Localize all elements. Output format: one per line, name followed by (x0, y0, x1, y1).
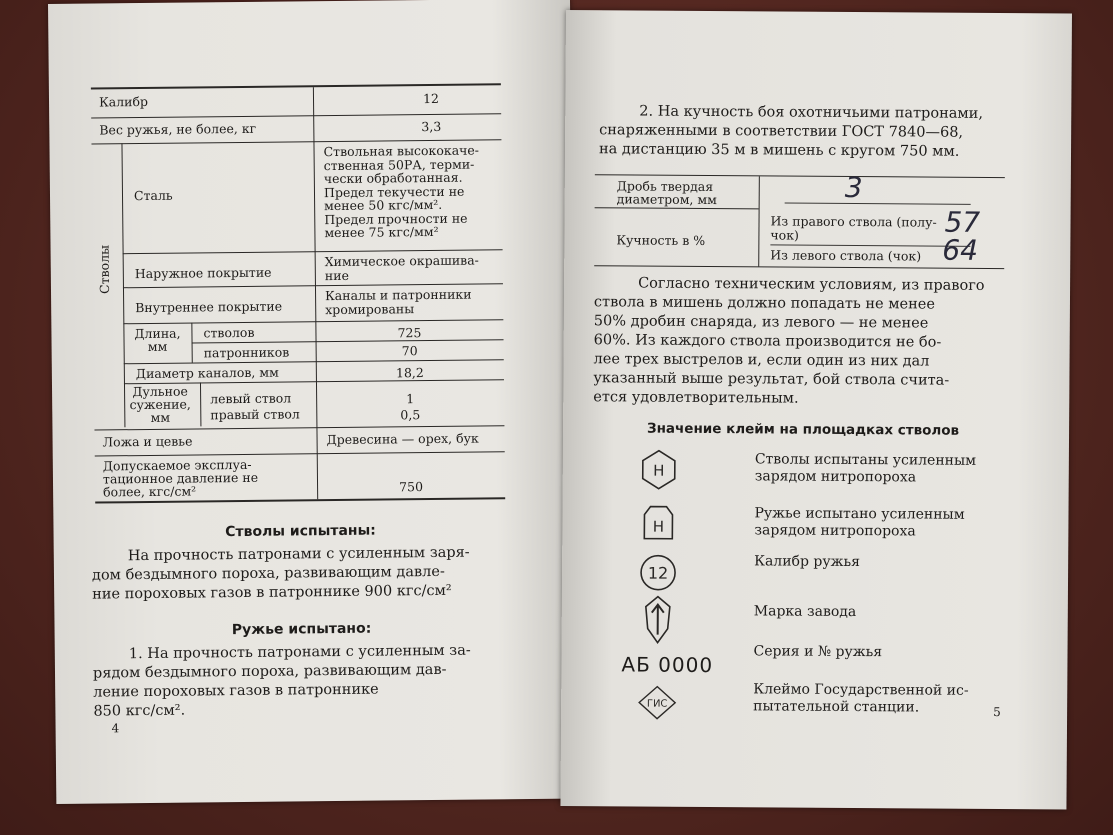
right-barrel-choke-label: правый ствол (210, 406, 300, 423)
mark-label: Ружье испытано усиленным зарядом нитропороха (754, 505, 965, 540)
right-barrel-choke-value: 0,5 (400, 407, 421, 423)
barrels-tested-text: На прочность патронами с усиленным заря- дом бездымного пороха, развивающим давле- ние пороховых газов в патроннике 900 кгс/см² (91, 544, 470, 603)
right-page (560, 10, 1072, 810)
shot-diameter-value: 3 (844, 170, 863, 205)
serial-number-text: АБ 0000 (621, 652, 714, 678)
trapezoid-n-icon (618, 500, 698, 545)
spec-table (91, 83, 505, 503)
mark-row (563, 500, 1069, 540)
length-label: Длина, мм (134, 325, 181, 354)
shot-diameter-label: Дробь твердая диаметром, мм (616, 178, 717, 208)
mark-row (562, 592, 1068, 621)
barrels-group-label: Стволы (96, 244, 113, 294)
mark-label: Марка завода (753, 603, 857, 621)
bore-diameter-value: 18,2 (395, 365, 424, 381)
gun-tested-text: 1. На прочность патронами с усиленным за- рядом бездымного пороха, развивающим дав- ление пороховых газов в патроннике 850 кгс/см². (92, 642, 471, 720)
trapezoid-n-glyph: Н (652, 517, 665, 536)
outer-coating-label: Наружное покрытие (134, 264, 272, 282)
marks-heading: Значение клейм на площадках стволов (646, 420, 960, 439)
steel-value: Ствольная высококаче- ственная 50РА, терми- чески обработанная. Предел текучести не менее 50 кгс/мм². Предел прочности не менее 75 кгс/мм² (323, 142, 480, 241)
chambers-length-value: 70 (401, 343, 418, 359)
left-barrel-choke-value: 1 (406, 391, 415, 407)
chambers-length-label: патронников (203, 344, 290, 361)
gun-tested-heading: Ружье испытано: (231, 620, 372, 639)
left-barrel-accuracy-label: Из левого ствола (чок) (770, 247, 922, 264)
hexagon-n-glyph: Н (653, 461, 665, 480)
right-barrel-accuracy-value: 57 (944, 205, 981, 239)
barrels-tested-heading: Стволы испытаны: (225, 522, 376, 541)
hexagon-n-icon (619, 446, 699, 491)
weight-label: Вес ружья, не более, кг (99, 120, 257, 138)
caliber-value: 12 (422, 90, 440, 107)
accuracy-intro-text: 2. На кучность боя охотничьими патронами, снаряженными в соответствии ГОСТ 7840—68, на дистанцию 35 м в мишень с кругом 750 мм. (598, 103, 984, 160)
mark-row (561, 680, 1067, 716)
technical-conditions-text: Согласно техническим условиям, из правого ствола в мишень должно попадать не менее 50% дробин снаряда, из левого — не менее 60%. Из каждого ствола производится не бо- лее трех выстрелов и, если один из них дал указанный выше результат, бой ствола счита- ется удовлетворительным. (593, 275, 985, 407)
barrels-length-label: стволов (203, 324, 255, 341)
gis-oval-icon (617, 680, 697, 725)
mark-label: Клеймо Государственной ис- пытательной станции. (753, 681, 969, 716)
gis-glyph: ГИС (646, 698, 668, 710)
mark-row (562, 548, 1068, 583)
barrels-length-value: 725 (397, 325, 422, 341)
accuracy-label: Кучность в % (616, 232, 706, 248)
circle-12-icon (618, 548, 698, 593)
pressure-label: Допускаемое эксплуа- тационное давление не более, кгс/см² (102, 456, 259, 500)
right-barrel-accuracy-label: Из правого ствола (полу- чок) (770, 213, 937, 243)
left-page-number: 4 (111, 721, 120, 736)
left-page (48, 0, 578, 804)
stock-label: Ложа и цевье (102, 433, 193, 450)
mark-row (562, 643, 1068, 678)
outer-coating-value: Химическое окрашива- ние (324, 252, 479, 283)
inner-coating-value: Каналы и патронники хромированы (324, 286, 472, 317)
inner-coating-label: Внутреннее покрытие (135, 298, 283, 316)
weight-value: 3,3 (421, 118, 442, 135)
accuracy-table (594, 170, 1005, 269)
bore-diameter-label: Диаметр каналов, мм (135, 364, 279, 382)
left-barrel-accuracy-value: 64 (942, 233, 979, 267)
mark-label: Калибр ружья (754, 553, 860, 571)
steel-label: Сталь (133, 187, 173, 204)
pressure-value: 750 (399, 479, 424, 495)
mark-label: Стволы испытаны усиленным зарядом нитропороха (754, 451, 977, 486)
right-page-number: 5 (993, 704, 1001, 720)
shield-arrow-icon (618, 592, 698, 647)
left-barrel-choke-label: левый ствол (210, 390, 292, 407)
circle-12-glyph: 12 (647, 563, 669, 583)
mark-row (563, 446, 1069, 486)
stock-value: Древесина — орех, бук (326, 430, 479, 448)
mark-label: Серия и № ружья (753, 643, 883, 661)
choke-label: Дульное сужение, мм (129, 383, 191, 425)
caliber-label: Калибр (98, 93, 149, 110)
